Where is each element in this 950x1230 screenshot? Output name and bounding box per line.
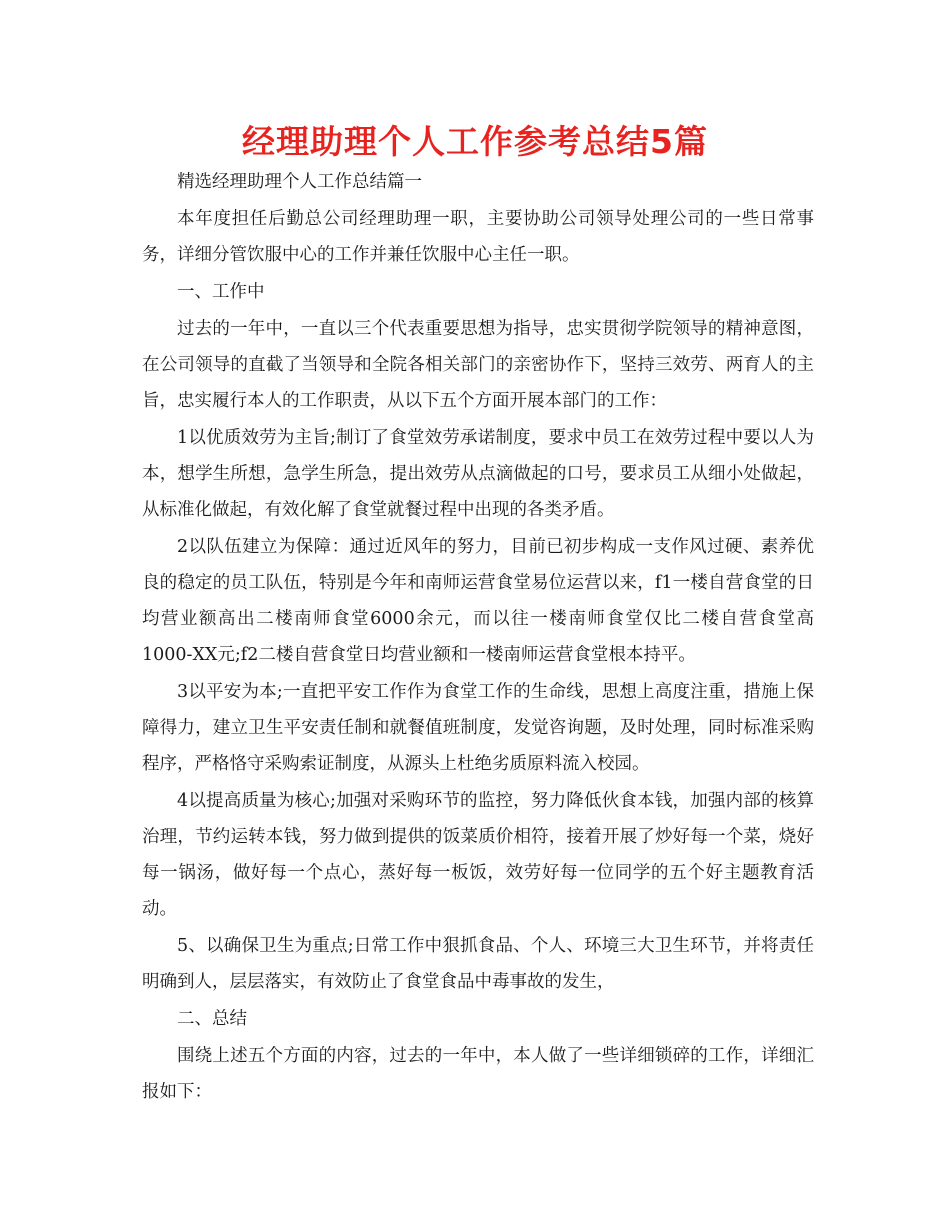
paragraph: 过去的一年中，一直以三个代表重要思想为指导，忠实贯彻学院领导的精神意图，在公司领导的直截了当领导和全院各相关部门的亲密协作下，坚持三效劳、两育人的主旨，忠实履行本人的工作职责，从以下五个方面开展本部门的工作： [142, 319, 814, 411]
paragraph: 围绕上述五个方面的内容，过去的一年中，本人做了一些详细锁碎的工作，详细汇报如下： [142, 1046, 814, 1102]
paragraph: 1以优质效劳为主旨;制订了食堂效劳承诺制度，要求中员工在效劳过程中要以人为本，想学生所想，急学生所急，提出效劳从点滴做起的口号，要求员工从细小处做起，从标准化做起，有效化解了食堂就餐过程中出现的各类矛盾。 [142, 428, 814, 520]
document-title: 经理助理个人工作参考总结5篇 [242, 122, 708, 161]
paragraph: 2以队伍建立为保障：通过近风年的努力，目前已初步构成一支作风过硬、素养优良的稳定的员工队伍，特别是今年和南师运营食堂易位运营以来，f1一楼自营食堂的日均营业额高出二楼南师食堂6000余元，而以往一楼南师食堂仅比二楼自营食堂高1000-XX元;f2二楼自营食堂日均营业额和一楼南师运营食堂根本持平。 [142, 537, 814, 665]
document-body [142, 164, 814, 1111]
paragraph: 3以平安为本;一直把平安工作作为食堂工作的生命线，思想上高度注重，措施上保障得力，建立卫生平安责任制和就餐值班制度，发觉咨询题，及时处理，同时标准采购程序，严格恪守采购索证制度，从源头上杜绝劣质原料流入校园。 [142, 682, 814, 774]
paragraph: 本年度担任后勤总公司经理助理一职，主要协助公司领导处理公司的一些日常事务，详细分管饮服中心的工作并兼任饮服中心主任一职。 [142, 209, 814, 265]
section-heading: 二、总结 [177, 1009, 247, 1029]
section-heading: 精选经理助理个人工作总结篇一 [177, 172, 422, 192]
paragraph: 4以提高质量为核心;加强对采购环节的监控，努力降低伙食本钱，加强内部的核算治理，节约运转本钱，努力做到提供的饭菜质价相符，接着开展了炒好每一个菜，烧好每一锅汤，做好每一个点心，蒸好每一板饭，效劳好每一位同学的五个好主题教育活动。 [142, 791, 814, 919]
paragraph: 5、以确保卫生为重点;日常工作中狠抓食品、个人、环境三大卫生环节，并将责任明确到人，层层落实，有效防止了食堂食品中毒事故的发生， [142, 936, 814, 992]
section-heading: 一、工作中 [177, 282, 265, 302]
